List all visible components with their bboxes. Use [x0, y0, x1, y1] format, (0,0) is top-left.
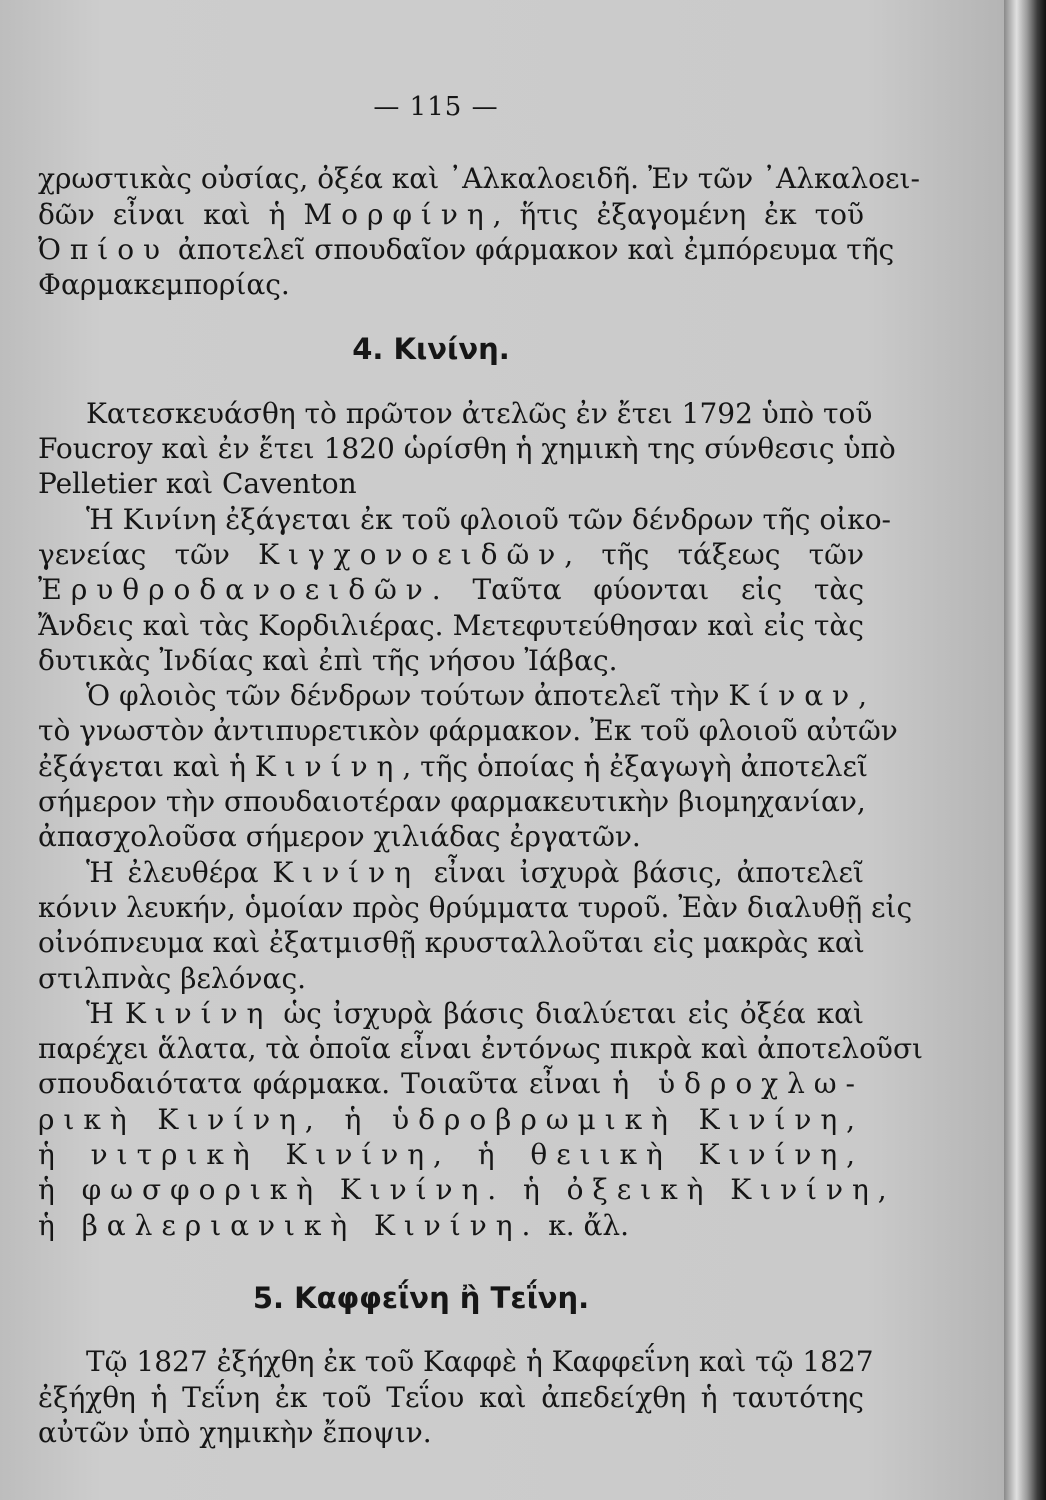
text-line: στιλπνὰς βελόνας.: [38, 961, 307, 995]
paragraph-caffeine: [38, 1344, 874, 1450]
text-line: Ὁ φλοιὸς τῶν δένδρων τούτων ἀποτελεῖ τὴν Κίναν,: [86, 679, 867, 713]
text-line: Κατεσκευάσθη τὸ πρῶτον ἀτελῶς ἐν ἔτει 1792 ὑπὸ τοῦ: [86, 396, 873, 430]
text-line: παρέχει ἅλατα, τὰ ὁποῖα εἶναι ἐντόνως πικρὰ καὶ ἀποτελοῦσι: [38, 1032, 924, 1066]
text-line: κόνιν λευκήν, ὁμοίαν πρὸς θρύμματα τυροῦ. Ἐὰν διαλυθῇ εἰς: [38, 890, 913, 924]
text-line: σπουδαιότατα φάρμακα. Τοιαῦτα εἶναι ἡ ὑδροχλω-: [38, 1067, 864, 1101]
spaced-term: Ὀπίου: [38, 232, 170, 266]
text-line: ἐξάγεται καὶ ἡ Κινίνη, τῆς ὁποίας ἡ ἐξαγωγὴ ἀποτελεῖ: [38, 749, 868, 783]
text-line: ἡ νιτρικὴ Κινίνη, ἡ θειικὴ Κινίνη,: [38, 1138, 864, 1172]
paragraph-intro: [38, 161, 920, 302]
text-line: Pelletier καὶ Caventon: [38, 467, 357, 501]
book-spine: [1004, 0, 1046, 1500]
spaced-term: Κινίνη: [272, 855, 420, 889]
text-line: οἰνόπνευμα καὶ ἐξατμισθῇ κρυσταλλοῦται εἰς μακρὰς καὶ: [38, 926, 865, 960]
text-line: αὐτῶν ὑπὸ χημικὴν ἔποψιν.: [38, 1415, 432, 1449]
text-line: ἀπασχολοῦσα σήμερον χιλιάδας ἐργατῶν.: [38, 820, 641, 854]
spaced-term: Κινίνη: [254, 749, 403, 783]
text-line: Φαρμακεμπορίας.: [38, 268, 290, 302]
spaced-term: Μορφίνη: [303, 197, 493, 231]
text-line: γενείας τῶν Κιγχονοειδῶν, τῆς τάξεως τῶν: [38, 537, 864, 571]
spaced-term: ἡ ὑδροχλω-: [612, 1067, 864, 1101]
text-line: Ἡ Κινίνη ἐξάγεται ἐκ τοῦ φλοιοῦ τῶν δένδρων τῆς οἰκο-: [86, 502, 892, 536]
text-line: Foucroy καὶ ἐν ἔτει 1820 ὡρίσθη ἡ χημικὴ της σύνθεσις ὑπὸ: [38, 432, 896, 466]
text-line: Ὀπίου ἀποτελεῖ σπουδαῖον φάρμακον καὶ ἐμπόρευμα τῆς: [38, 232, 895, 266]
text-line: σήμερον τὴν σπουδαιοτέραν φαρμακευτικὴν βιομηχανίαν,: [38, 785, 866, 819]
text-line: ρικὴ Κινίνη, ἡ ὑδροβρωμικὴ Κινίνη,: [38, 1102, 864, 1136]
text-line: Ἡ ἐλευθέρα Κινίνη εἶναι ἰσχυρὰ βάσις, ἀποτελεῖ: [86, 855, 864, 889]
text-line: ἡ φωσφορικὴ Κινίνη. ἡ ὀξεικὴ Κινίνη,: [38, 1173, 896, 1207]
paragraph-salts: [38, 996, 924, 1243]
paragraph-free-base: [38, 855, 913, 996]
text-line: Ἄνδεις καὶ τὰς Κορδιλιέρας. Μετεφυτεύθησαν καὶ εἰς τὰς: [38, 608, 864, 642]
text-line: Τῷ 1827 ἐξήχθη ἐκ τοῦ Καφφὲ ἡ Καφφεΐνη καὶ τῷ 1827: [86, 1345, 874, 1379]
page-content: [38, 90, 924, 1450]
spaced-term: ἡ βαλεριανικὴ Κινίνη.: [38, 1208, 540, 1242]
section-heading-kaffeini: 5. Καφφεΐνη ἢ Τεΐνη.: [252, 1280, 590, 1315]
text-line: δῶν εἶναι καὶ ἡ Μορφίνη, ἥτις ἐξαγομένη ἐκ τοῦ: [38, 197, 864, 231]
spaced-term: Κινίνη: [124, 996, 273, 1030]
spaced-term: Κιγχονοειδῶν: [258, 537, 565, 571]
paragraph-bark: [38, 678, 898, 854]
text-line: Ἡ Κινίνη ὡς ἰσχυρὰ βάσις διαλύεται εἰς ὀξέα καὶ: [86, 996, 865, 1030]
paragraph-source: [38, 502, 892, 678]
text-line: ἡ βαλεριανικὴ Κινίνη. κ. ἄλ.: [38, 1208, 630, 1242]
text-line: τὸ γνωστὸν ἀντιπυρετικὸν φάρμακον. Ἐκ τοῦ φλοιοῦ αὐτῶν: [38, 714, 898, 748]
spaced-term: Κίναν: [728, 679, 859, 713]
page-number: — 115 —: [373, 92, 499, 122]
text-line: Ἐρυθροδανοειδῶν. Ταῦτα φύονται εἰς τὰς: [38, 573, 864, 607]
text-line: ἐξήχθη ἡ Τεΐνη ἐκ τοῦ Τεΐου καὶ ἀπεδείχθη ἡ ταυτότης: [38, 1380, 864, 1414]
text-line: χρωστικὰς οὐσίας, ὀξέα καὶ ᾿Αλκαλοειδῆ. Ἐν τῶν ᾿Αλκαλοει-: [38, 162, 920, 196]
spaced-term: Ἐρυθροδανοειδῶν: [38, 573, 432, 607]
paragraph-history: [38, 396, 896, 502]
section-heading-kinini: 4. Κινίνη.: [352, 332, 510, 367]
text-line: δυτικὰς Ἰνδίας καὶ ἐπὶ τῆς νήσου Ἰάβας.: [38, 643, 618, 677]
